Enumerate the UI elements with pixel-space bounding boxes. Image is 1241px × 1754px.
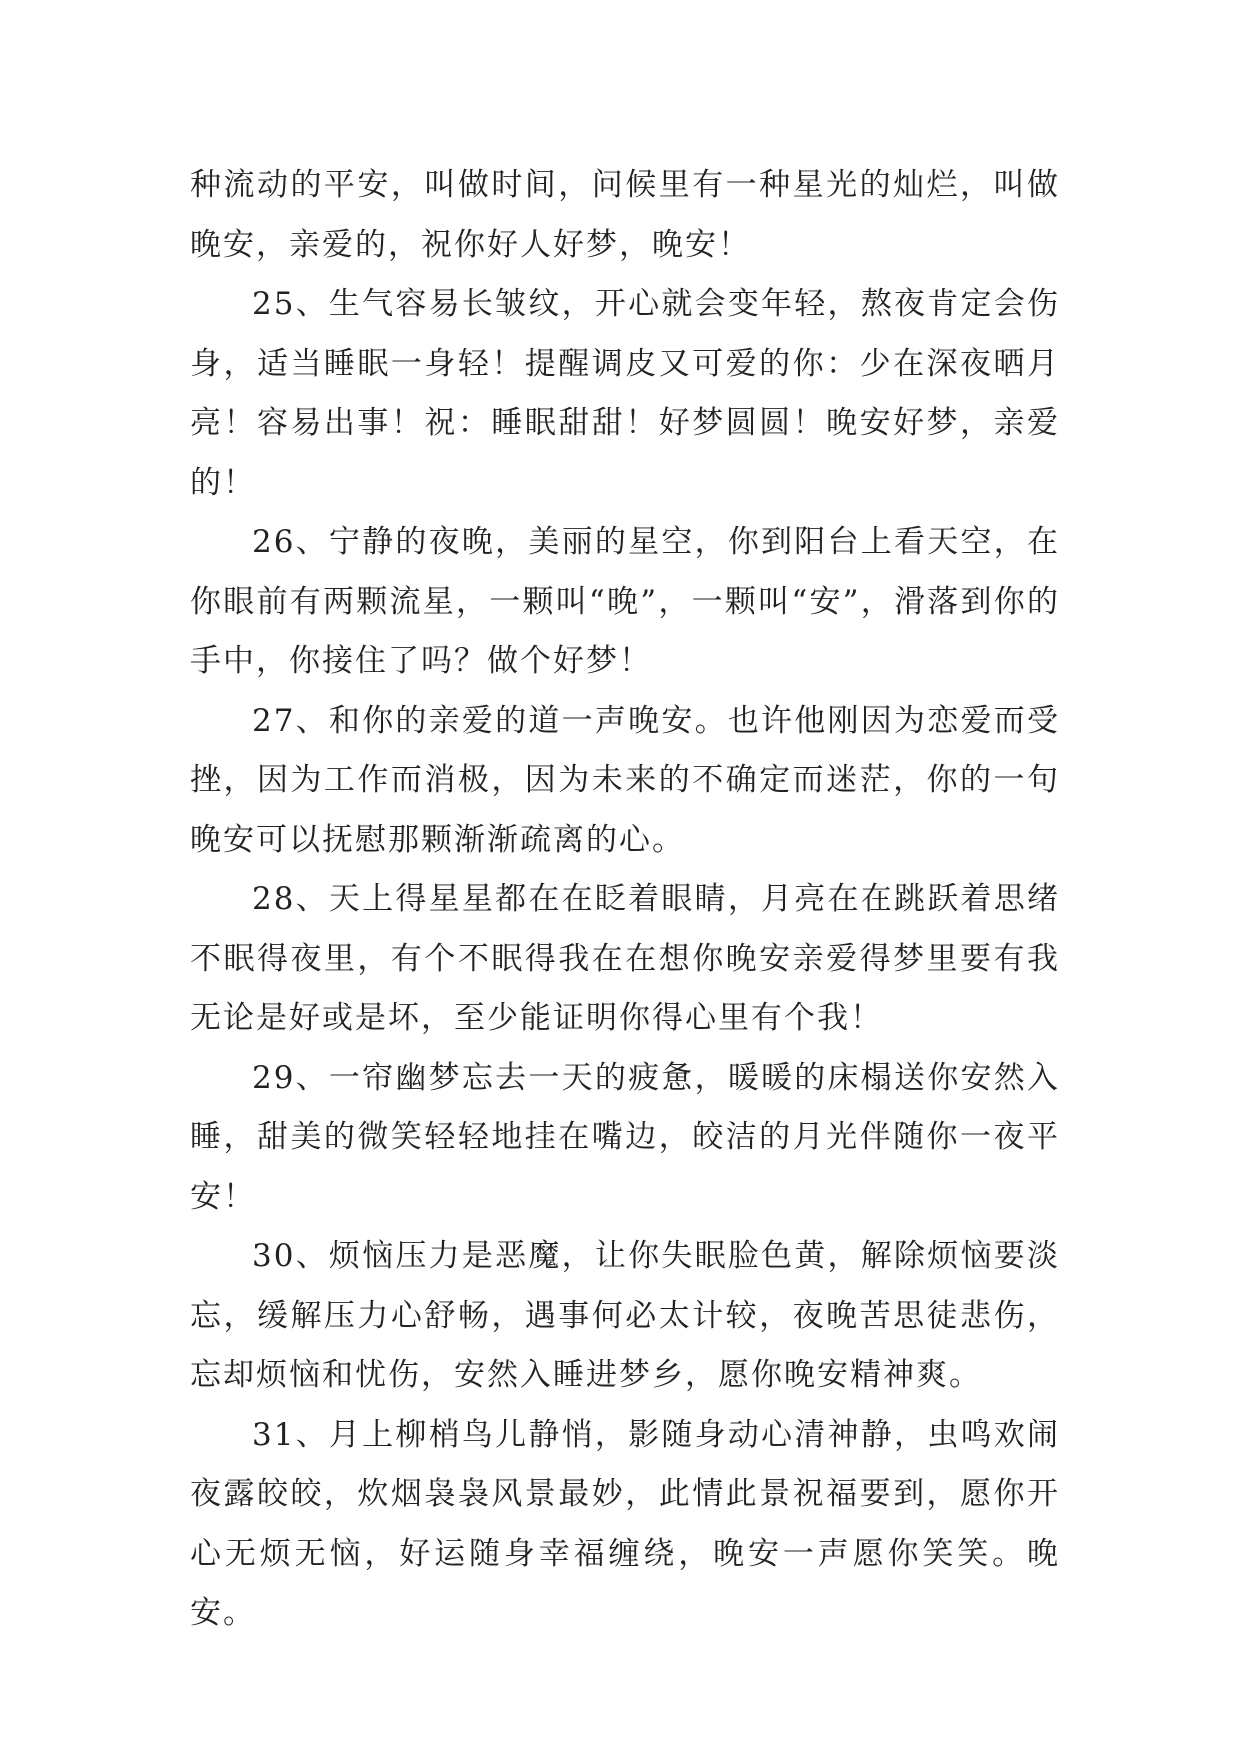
paragraph-29: 29、一帘幽梦忘去一天的疲惫，暖暖的床榻送你安然入睡，甜美的微笑轻轻地挂在嘴边，皎洁的月光伴随你一夜平安！ — [190, 1059, 1060, 1215]
paragraph-31: 31、月上柳梢鸟儿静悄，影随身动心清神静，虫鸣欢闹夜露皎皎，炊烟袅袅风景最妙，此情此景祝福要到，愿你开心无烦无恼，好运随身幸福缠绕，晚安一声愿你笑笑。晚安。 — [190, 1416, 1060, 1631]
paragraph-continued: 种流动的平安，叫做时间，问候里有一种星光的灿烂，叫做晚安，亲爱的，祝你好人好梦，晚安！ — [190, 167, 1060, 263]
paragraph-27: 27、和你的亲爱的道一声晚安。也许他刚因为恋爱而受挫，因为工作而消极，因为未来的不确定而迷茫，你的一句晚安可以抚慰那颗渐渐疏离的心。 — [190, 702, 1060, 858]
paragraph-28: 28、天上得星星都在在眨着眼睛，月亮在在跳跃着思绪不眠得夜里，有个不眠得我在在想你晚安亲爱得梦里要有我无论是好或是坏，至少能证明你得心里有个我！ — [190, 881, 1060, 1036]
paragraph-26: 26、宁静的夜晚，美丽的星空，你到阳台上看天空，在你眼前有两颗流星，一颗叫“晚”，一颗叫“安”，滑落到你的手中，你接住了吗？做个好梦！ — [190, 524, 1060, 679]
paragraph-25: 25、生气容易长皱纹，开心就会变年轻，熬夜肯定会伤身，适当睡眠一身轻！提醒调皮又可爱的你：少在深夜晒月亮！容易出事！祝：睡眠甜甜！好梦圆圆！晚安好梦，亲爱的！ — [190, 286, 1060, 501]
document-body — [190, 156, 1060, 1644]
paragraph-30: 30、烦恼压力是恶魔，让你失眠脸色黄，解除烦恼要淡忘，缓解压力心舒畅，遇事何必太计较，夜晚苦思徒悲伤，忘却烦恼和忧伤，安然入睡进梦乡，愿你晚安精神爽。 — [190, 1238, 1060, 1393]
